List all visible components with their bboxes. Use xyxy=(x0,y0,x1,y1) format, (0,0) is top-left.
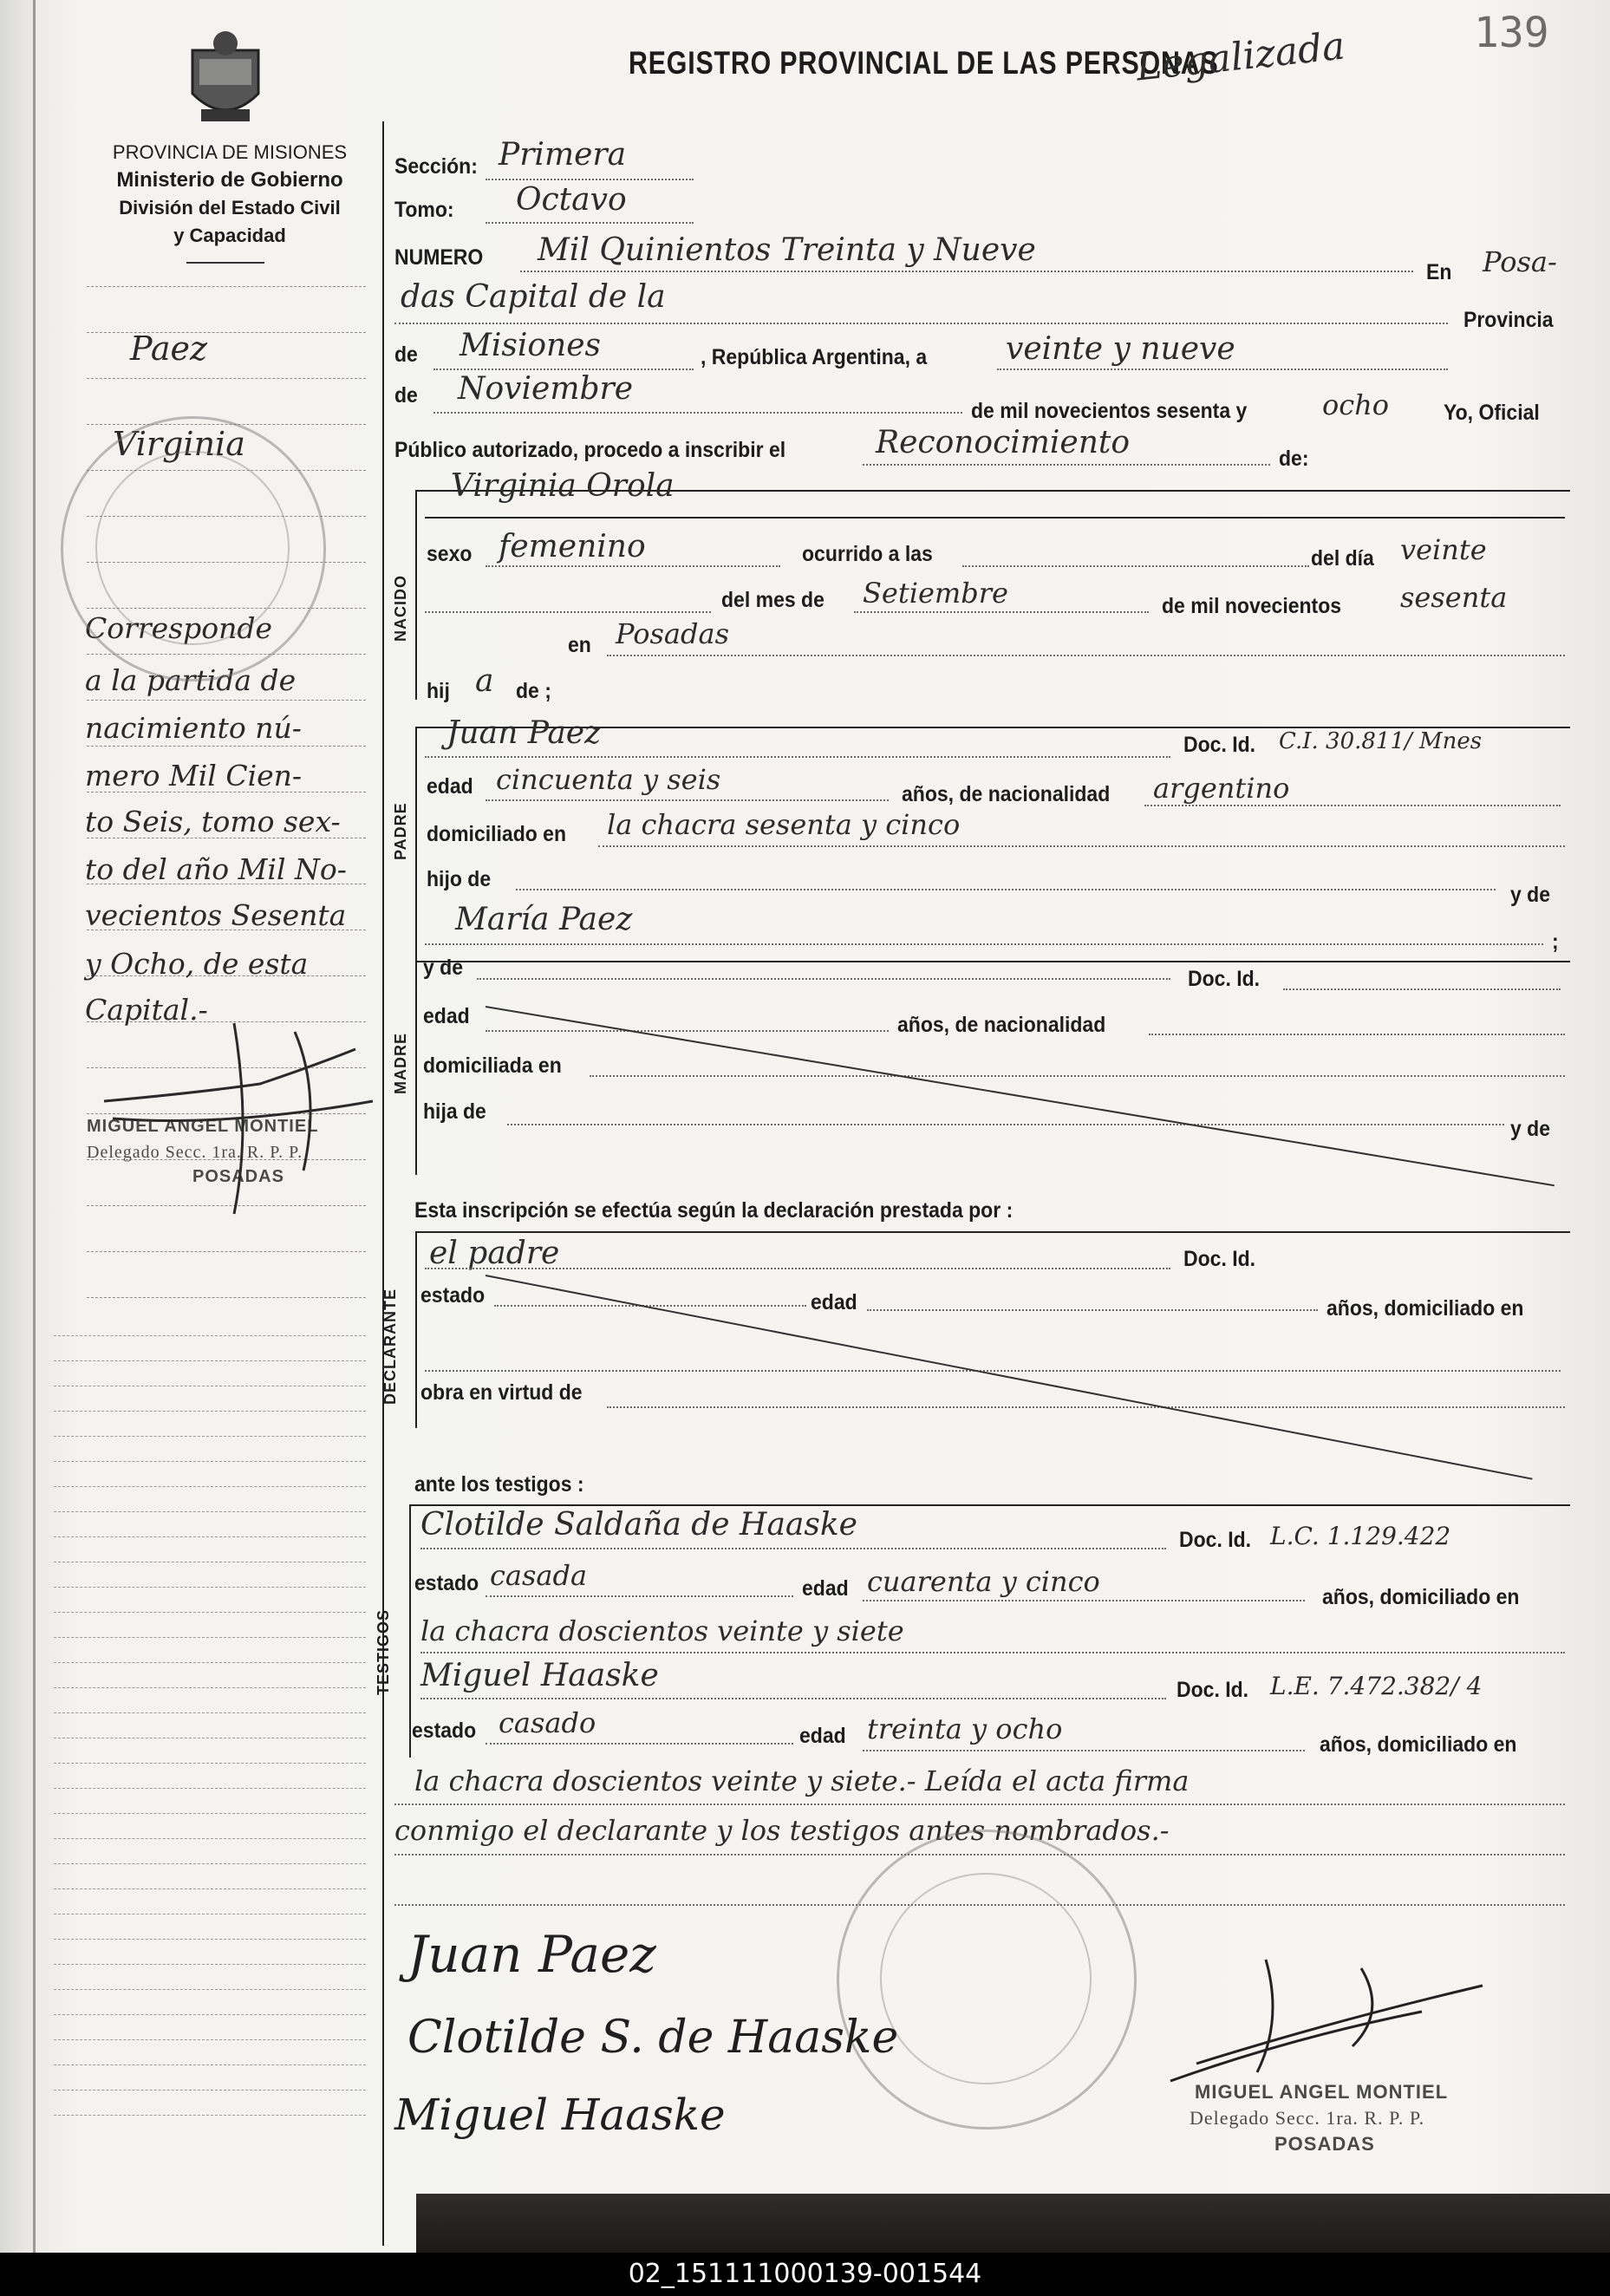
declarante-section-label: DECLARANTE xyxy=(381,1288,399,1405)
mes-value: Noviembre xyxy=(458,371,634,407)
madre-nacionalidad-line xyxy=(1149,1034,1565,1035)
testigo1-edad-label: edad xyxy=(802,1576,849,1601)
mes-line xyxy=(433,412,962,414)
declarante-box xyxy=(415,1231,1570,1428)
declarante-estado-label: estado xyxy=(420,1283,486,1308)
testigo1-edad-line xyxy=(863,1600,1305,1601)
obra-line xyxy=(607,1406,1565,1408)
margin-stamp-name: MIGUEL ANGEL MONTIEL xyxy=(87,1117,319,1136)
sexo-value: femenino xyxy=(499,529,646,564)
testigo1-domicilio-line xyxy=(420,1652,1565,1654)
declarante-nombre: el padre xyxy=(429,1236,560,1271)
madre-nombre-line xyxy=(477,978,1170,980)
testigo2-domicilio-value: la chacra doscientos veinte y siete.- Leída el acta firma xyxy=(414,1764,1190,1797)
document-title: REGISTRO PROVINCIAL DE LAS PERSONAS xyxy=(629,45,1219,81)
office-capacity: y Capacidad xyxy=(173,225,286,246)
testigo2-estado-line xyxy=(486,1743,793,1745)
publico-label: Público autorizado, procedo a inscribir el xyxy=(394,438,786,462)
margin-note-line: to del año Mil No- xyxy=(85,852,347,886)
declarante-nombre-line xyxy=(425,1268,1170,1269)
legalizada-annotation: Legalizada xyxy=(1133,23,1347,90)
anio-label: de mil novecientos sesenta y xyxy=(971,399,1248,423)
ocurrido-label: ocurrido a las xyxy=(802,542,933,566)
oficial-label: Yo, Oficial xyxy=(1444,401,1540,425)
nacido-dia-value: veinte xyxy=(1400,533,1487,566)
nacido-mes-line xyxy=(854,611,1149,613)
office-ministry: Ministerio de Gobierno xyxy=(116,168,343,192)
padre-y-de-label: y de xyxy=(1510,883,1551,907)
issuing-office xyxy=(82,139,377,250)
margin-official-seal-inner xyxy=(95,451,290,645)
padre-edad-line xyxy=(486,799,889,801)
declaracion-intro: Esta inscripción se efectúa según la declaración prestada por : xyxy=(414,1198,1014,1223)
margin-note-line: Corresponde xyxy=(85,611,273,645)
madre-doc-line xyxy=(1283,988,1561,990)
testigo2-nombre-line xyxy=(420,1698,1166,1699)
declarante-doc-label: Doc. Id. xyxy=(1183,1247,1256,1271)
binding-edge xyxy=(33,0,36,2253)
signature-testigo-2: Miguel Haaske xyxy=(394,2090,726,2140)
hora-line xyxy=(962,565,1309,567)
nacido-nombre-line xyxy=(425,517,1565,519)
official-signature-icon xyxy=(1162,1934,1491,2090)
margin-note-line: Capital.- xyxy=(85,993,208,1027)
margin-note-line: a la partida de xyxy=(85,663,297,697)
office-divider xyxy=(186,262,264,264)
padre-section-label: PADRE xyxy=(392,802,409,860)
official-stamp-name: MIGUEL ANGEL MONTIEL xyxy=(1195,2081,1449,2103)
nacido-lugar-value: Posadas xyxy=(616,617,729,650)
padre-domicilio-label: domiciliado en xyxy=(427,822,567,846)
obra-label: obra en virtud de xyxy=(420,1380,583,1405)
testigo2-estado-label: estado xyxy=(412,1719,477,1743)
testigo1-doc-label: Doc. Id. xyxy=(1179,1528,1252,1552)
sexo-label: sexo xyxy=(427,542,473,566)
file-id: 02_151111000139-001544 xyxy=(628,2259,982,2289)
padre-madre-nombre: María Paez xyxy=(455,902,633,937)
numero-line xyxy=(520,271,1413,272)
tomo-value: Octavo xyxy=(516,182,627,218)
padre-nombre: Juan Paez xyxy=(446,715,602,751)
madre-section-label: MADRE xyxy=(392,1033,409,1094)
madre-domicilio-label: domiciliada en xyxy=(423,1053,562,1078)
testigo1-edad-value: cuarenta y cinco xyxy=(867,1565,1100,1598)
acto-value: Reconocimiento xyxy=(876,425,1131,460)
padre-domicilio-line xyxy=(598,845,1565,847)
madre-box xyxy=(415,961,1570,1175)
sexo-line xyxy=(486,565,780,567)
numero-value: Mil Quinientos Treinta y Nueve xyxy=(538,232,1036,268)
en-value-2: das Capital de la xyxy=(401,279,666,315)
testigo2-edad-line xyxy=(863,1750,1305,1751)
de-colon: de: xyxy=(1279,447,1309,471)
form-left-border xyxy=(382,121,384,2246)
padre-nacionalidad-value: argentino xyxy=(1153,772,1290,805)
padre-nacionalidad-label: años, de nacionalidad xyxy=(902,782,1111,806)
official-stamp-city: POSADAS xyxy=(1274,2133,1375,2155)
testigo1-nombre-line xyxy=(420,1548,1166,1549)
testigo2-edad-value: treinta y ocho xyxy=(867,1712,1063,1745)
office-division: División del Estado Civil xyxy=(119,197,341,219)
madre-hija-de-label: hija de xyxy=(423,1099,486,1124)
testigo2-doc-value: L.E. 7.472.382/ 4 xyxy=(1270,1672,1483,1700)
en-value-1: Posa- xyxy=(1483,245,1557,278)
padre-doc-label: Doc. Id. xyxy=(1183,733,1256,757)
margin-stamp-city: POSADAS xyxy=(192,1167,284,1186)
declarante-edad-label: edad xyxy=(811,1290,857,1314)
hij-value: a xyxy=(475,663,494,699)
del-mes-label: del mes de xyxy=(721,588,825,612)
hij-de-label: de ; xyxy=(516,679,551,703)
provincia-label: Provincia xyxy=(1463,308,1554,332)
testigo1-estado-value: casada xyxy=(490,1559,588,1592)
dia-value: veinte y nueve xyxy=(1006,331,1235,367)
margin-signature-icon xyxy=(95,997,381,1223)
testigo1-estado-line xyxy=(486,1595,793,1597)
signature-declarante: Juan Paez xyxy=(407,1925,656,1984)
nacido-anio-label: de mil novecientos xyxy=(1162,594,1342,618)
margin-note-line: vecientos Sesenta xyxy=(85,898,347,932)
testigo1-estado-label: estado xyxy=(414,1571,479,1595)
padre-hijo-de-label: hijo de xyxy=(427,867,492,891)
tomo-label: Tomo: xyxy=(394,198,454,222)
nacido-nombre: Virginia Orola xyxy=(451,468,675,504)
testigo2-nombre: Miguel Haaske xyxy=(420,1658,659,1693)
padre-semicolon: ; xyxy=(1552,929,1559,954)
testigos-section-label: TESTIGOS xyxy=(375,1608,392,1695)
del-dia-label: del día xyxy=(1311,546,1374,571)
nacido-anio-value: sesenta xyxy=(1400,581,1508,614)
testigo2-estado-value: casado xyxy=(499,1706,596,1739)
de-label: de xyxy=(394,342,418,367)
provincia-value-line xyxy=(433,369,694,370)
nacido-en-label: en xyxy=(568,633,591,657)
province-crest-icon xyxy=(184,24,267,128)
testigo2-domicilio-line xyxy=(394,1804,1565,1805)
provincia-value: Misiones xyxy=(460,328,602,363)
padre-madre-line xyxy=(425,943,1543,945)
tomo-line xyxy=(486,222,694,224)
testigo1-nombre: Clotilde Saldaña de Haaske xyxy=(420,1507,857,1543)
en-label: En xyxy=(1426,260,1452,284)
padre-hijo-de-line xyxy=(516,889,1496,890)
seccion-value: Primera xyxy=(499,137,627,173)
padre-domicilio-value: la chacra sesenta y cinco xyxy=(607,808,961,841)
page-number: 139 xyxy=(1474,9,1549,57)
dia-cont-line xyxy=(425,611,711,613)
padre-edad-label: edad xyxy=(427,774,473,799)
dia-line xyxy=(997,369,1448,370)
madre-domicilio-line xyxy=(590,1075,1565,1077)
madre-edad-line xyxy=(486,1030,889,1032)
hij-label: hij xyxy=(427,679,450,703)
acto-line xyxy=(863,464,1270,466)
numero-label: NUMERO xyxy=(394,245,484,270)
declarante-domicilio-line xyxy=(425,1370,1561,1372)
margin-note-line: to Seis, tomo sex- xyxy=(85,805,341,838)
margin-note-line: mero Mil Cien- xyxy=(85,759,303,793)
testigo1-domicilio-label: años, domiciliado en xyxy=(1322,1585,1520,1609)
margin-lower-lines xyxy=(54,1335,366,2140)
margin-note-line: y Ocho, de esta xyxy=(85,947,309,981)
seccion-label: Sección: xyxy=(394,154,478,179)
nacido-lugar-line xyxy=(607,655,1565,656)
madre-edad-label: edad xyxy=(423,1004,470,1028)
testigo2-domicilio-label: años, domiciliado en xyxy=(1320,1732,1517,1757)
testigos-intro: ante los testigos : xyxy=(414,1472,584,1497)
declarante-edad-line xyxy=(867,1309,1318,1311)
madre-hija-de-line xyxy=(507,1124,1504,1125)
official-stamp-role: Delegado Secc. 1ra. R. P. P. xyxy=(1190,2107,1425,2129)
anio-value: ocho xyxy=(1322,388,1390,421)
testigo1-domicilio-value: la chacra doscientos veinte y siete xyxy=(420,1614,904,1647)
madre-doc-label: Doc. Id. xyxy=(1188,967,1261,991)
madre-nacionalidad-label: años, de nacionalidad xyxy=(897,1013,1106,1037)
margin-stamp-role: Delegado Secc. 1ra. R. P. P. xyxy=(87,1143,303,1162)
padre-nacionalidad-line xyxy=(1144,805,1561,806)
margin-given-name: Virginia xyxy=(113,425,245,463)
nacido-section-label: NACIDO xyxy=(392,575,409,642)
madre-y-de-label-2: y de xyxy=(1510,1117,1551,1141)
republica-label: , República Argentina, a xyxy=(701,345,928,369)
testigo2-edad-label: edad xyxy=(799,1724,846,1748)
signature-testigo-1: Clotilde S. de Haaske xyxy=(407,2012,899,2064)
scan-shadow xyxy=(416,2194,1610,2253)
seccion-line xyxy=(486,179,694,180)
madre-y-de-label: y de xyxy=(423,956,464,980)
margin-note-line: nacimiento nú- xyxy=(85,711,302,745)
de-label-2: de xyxy=(394,383,418,408)
cierre-acta: conmigo el declarante y los testigos antes nombrados.- xyxy=(394,1814,1170,1847)
padre-doc-value: C.I. 30.811/ Mnes xyxy=(1279,728,1483,754)
testigo2-doc-label: Doc. Id. xyxy=(1177,1678,1249,1702)
margin-surname: Paez xyxy=(130,329,208,368)
declarante-domicilio-label: años, domiciliado en xyxy=(1326,1296,1524,1321)
padre-edad-value: cincuenta y seis xyxy=(496,763,721,796)
registry-official-seal-inner xyxy=(880,1873,1092,2084)
file-id-bar xyxy=(0,2253,1610,2296)
office-province: PROVINCIA DE MISIONES xyxy=(112,141,348,163)
testigo1-doc-value: L.C. 1.129.422 xyxy=(1270,1522,1451,1550)
padre-nombre-line xyxy=(425,756,1170,758)
nacido-mes-value: Setiembre xyxy=(863,577,1008,610)
provincia-line xyxy=(394,323,1448,324)
